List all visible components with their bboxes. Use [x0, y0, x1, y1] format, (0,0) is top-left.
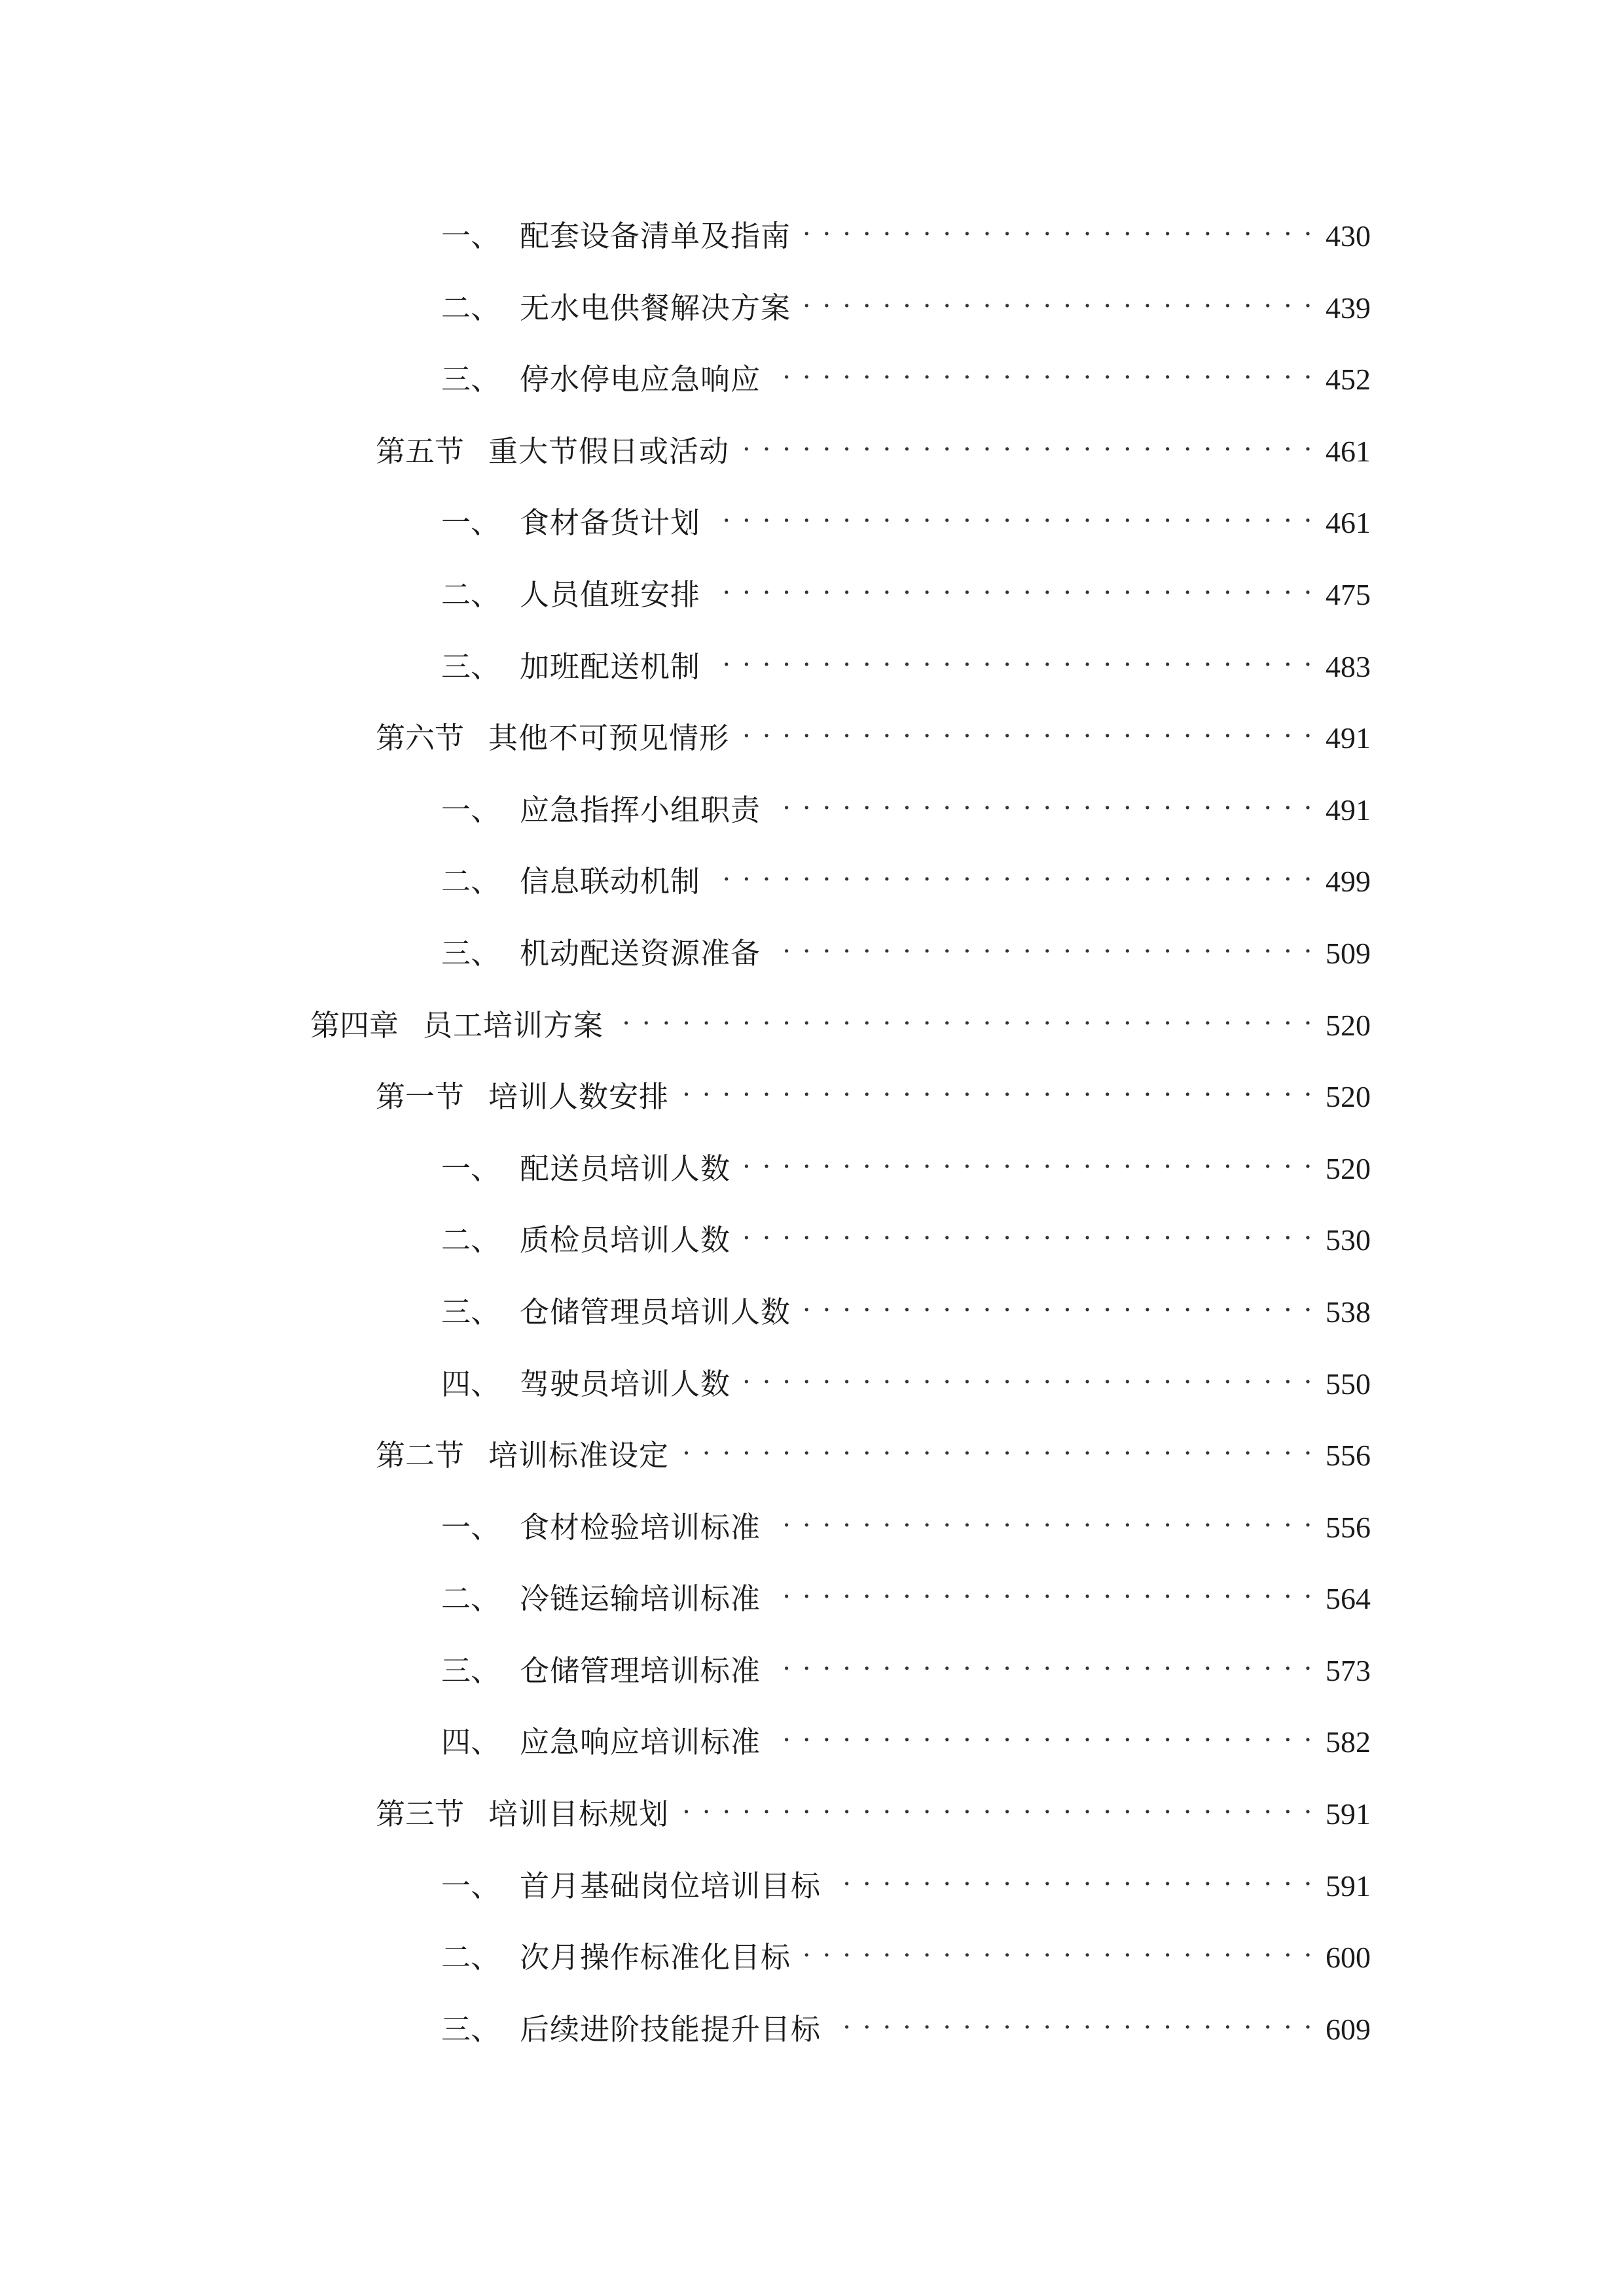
toc-dot-leader: [738, 709, 1314, 748]
toc-entry-title: 食材检验培训标准: [520, 1509, 761, 1545]
toc-entry-level-3[interactable]: [0, 1986, 1624, 2058]
toc-entry-number: 三、: [441, 649, 501, 684]
toc-entry-level-3[interactable]: [0, 1484, 1624, 1556]
toc-entry-page-number: 556: [1326, 1510, 1371, 1544]
toc-entry-number: 一、: [441, 792, 501, 827]
toc-entry-number: 一、: [441, 1868, 501, 1903]
toc-dot-leader: [678, 1426, 1314, 1465]
toc-entry-level-3[interactable]: [0, 1196, 1624, 1268]
toc-entry-line: [441, 852, 1371, 901]
toc-dot-leader: [678, 1067, 1314, 1107]
toc-entry-page-number: 600: [1326, 1941, 1371, 1975]
toc-entry-level-3[interactable]: [0, 192, 1624, 264]
toc-entry-level-3[interactable]: [0, 1268, 1624, 1340]
toc-entry-line: [441, 207, 1371, 256]
toc-entry-line: [376, 709, 1371, 758]
toc-entry-line: [441, 279, 1371, 328]
toc-entry-line: [441, 1713, 1371, 1762]
toc-dot-leader: [770, 924, 1314, 963]
toc-entry-level-3[interactable]: [0, 1842, 1624, 1914]
toc-entry-page-number: 550: [1326, 1367, 1371, 1401]
toc-entry-title: 其他不可预见情形: [488, 721, 730, 756]
toc-entry-page-number: 591: [1326, 1869, 1371, 1903]
toc-entry-line: [441, 565, 1371, 615]
toc-entry-line: [441, 1139, 1371, 1189]
toc-entry-level-3[interactable]: [0, 1340, 1624, 1412]
toc-entry-line: [441, 1211, 1371, 1260]
toc-entry-page-number: 491: [1326, 793, 1371, 827]
toc-dot-leader: [740, 1211, 1314, 1250]
toc-entry-number: 一、: [441, 1151, 501, 1186]
toc-entry-number: 二、: [441, 577, 501, 612]
toc-entry-level-3[interactable]: [0, 1555, 1624, 1627]
toc-entry-number: 一、: [441, 505, 501, 541]
toc-entry-title: 员工培训方案: [423, 1007, 604, 1043]
toc-entry-page-number: 591: [1326, 1797, 1371, 1831]
toc-entry-page-number: 499: [1326, 865, 1371, 899]
toc-entry-page-number: 530: [1326, 1223, 1371, 1257]
toc-entry-line: [441, 1928, 1371, 1977]
toc-entry-title: 信息联动机制: [520, 864, 701, 899]
toc-entry-page-number: 475: [1326, 577, 1371, 611]
toc-entry-title: 仓储管理培训标准: [520, 1653, 761, 1688]
toc-entry-number: 第一节: [376, 1079, 465, 1115]
toc-entry-page-number: 520: [1326, 1151, 1371, 1185]
toc-entry-line: [441, 924, 1371, 973]
toc-entry-page-number: 582: [1326, 1725, 1371, 1759]
toc-dot-leader: [830, 2000, 1314, 2039]
toc-entry-title: 培训目标规划: [488, 1797, 670, 1832]
toc-entry-line: [441, 1283, 1371, 1332]
toc-dot-leader: [800, 1928, 1314, 1967]
toc-entry-number: 二、: [441, 1223, 501, 1258]
toc-entry-level-3[interactable]: [0, 1627, 1624, 1699]
toc-entry-number: 二、: [441, 290, 501, 325]
toc-entry-number: 第四章: [310, 1007, 399, 1043]
toc-entry-page-number: 461: [1326, 434, 1371, 468]
toc-entry-number: 二、: [441, 1940, 501, 1975]
toc-entry-line: [376, 422, 1371, 471]
toc-entry-level-3[interactable]: [0, 766, 1624, 838]
toc-entry-level-3[interactable]: [0, 551, 1624, 623]
toc-entry-page-number: 520: [1326, 1080, 1371, 1114]
toc-entry-page-number: 439: [1326, 291, 1371, 325]
toc-entry-page-number: 430: [1326, 219, 1371, 253]
toc-entry-level-2[interactable]: [0, 1770, 1624, 1842]
toc-dot-leader: [710, 493, 1314, 533]
toc-dot-leader: [740, 1139, 1314, 1179]
toc-dot-leader: [770, 1498, 1314, 1537]
toc-entry-number: 三、: [441, 1653, 501, 1688]
toc-entry-title: 配送员培训人数: [520, 1151, 731, 1186]
toc-dot-leader: [710, 565, 1314, 605]
toc-entry-line: [376, 1426, 1371, 1475]
toc-entry-title: 培训人数安排: [488, 1079, 670, 1115]
toc-entry-page-number: 564: [1326, 1582, 1371, 1616]
toc-dot-leader: [800, 207, 1314, 246]
toc-entry-number: 一、: [441, 1509, 501, 1545]
toc-entry-title: 培训标准设定: [488, 1438, 670, 1473]
toc-dot-leader: [770, 350, 1314, 389]
toc-entry-line: [441, 1570, 1371, 1619]
toc-entry-line: [441, 781, 1371, 830]
toc-entry-level-2[interactable]: [0, 1053, 1624, 1125]
toc-entry-number: 第三节: [376, 1797, 465, 1832]
toc-entry-number: 三、: [441, 362, 501, 397]
toc-entry-title: 机动配送资源准备: [520, 935, 761, 971]
toc-dot-leader: [740, 1355, 1314, 1394]
toc-entry-line: [441, 637, 1371, 687]
toc-entry-number: 第五节: [376, 433, 465, 469]
toc-entry-number: 三、: [441, 1294, 501, 1329]
toc-entry-title: 后续进阶技能提升目标: [520, 2011, 821, 2047]
toc-entry-title: 仓储管理员培训人数: [520, 1294, 791, 1329]
toc-entry-level-3[interactable]: [0, 1914, 1624, 1986]
toc-entry-level-3[interactable]: [0, 838, 1624, 910]
toc-entry-title: 次月操作标准化目标: [520, 1940, 791, 1975]
toc-entry-title: 应急指挥小组职责: [520, 792, 761, 827]
toc-entry-level-3[interactable]: [0, 910, 1624, 982]
toc-dot-leader: [770, 1641, 1314, 1681]
toc-entry-line: [441, 1498, 1371, 1547]
toc-entry-title: 食材备货计划: [520, 505, 701, 541]
toc-entry-title: 质检员培训人数: [520, 1223, 731, 1258]
toc-entry-title: 加班配送机制: [520, 649, 701, 684]
toc-entry-page-number: 609: [1326, 2012, 1371, 2046]
toc-entry-level-3[interactable]: [0, 623, 1624, 695]
toc-entry-line: [441, 493, 1371, 543]
toc-dot-leader: [830, 1857, 1314, 1896]
toc-entry-page-number: 538: [1326, 1295, 1371, 1329]
toc-entry-title: 应急响应培训标准: [520, 1725, 761, 1760]
toc-entry-title: 人员值班安排: [520, 577, 701, 612]
toc-entry-title: 驾驶员培训人数: [520, 1366, 731, 1401]
toc-dot-leader: [710, 637, 1314, 677]
toc-entry-page-number: 509: [1326, 936, 1371, 970]
toc-entry-line: [441, 1641, 1371, 1691]
toc-dot-leader: [710, 852, 1314, 891]
toc-entry-number: 一、: [441, 219, 501, 253]
toc-entry-page-number: 556: [1326, 1439, 1371, 1473]
toc-entry-level-2[interactable]: [0, 694, 1624, 766]
toc-entry-line: [441, 350, 1371, 399]
toc-entry-title: 冷链运输培训标准: [520, 1581, 761, 1617]
toc-entry-number: 第六节: [376, 721, 465, 756]
toc-entry-line: [376, 1067, 1371, 1117]
toc-entry-title: 首月基础岗位培训目标: [520, 1868, 821, 1903]
toc-entry-number: 四、: [441, 1366, 501, 1401]
toc-entry-line: [376, 1785, 1371, 1834]
toc-entry-page-number: 491: [1326, 721, 1371, 755]
toc-dot-leader: [613, 996, 1314, 1035]
toc-entry-page-number: 483: [1326, 649, 1371, 683]
toc-entry-level-3[interactable]: [0, 264, 1624, 336]
toc-entry-number: 二、: [441, 864, 501, 899]
toc-entry-number: 第二节: [376, 1438, 465, 1473]
toc-entry-line: [441, 2000, 1371, 2049]
toc-entry-title: 配套设备清单及指南: [520, 219, 791, 253]
toc-entry-page-number: 461: [1326, 506, 1371, 540]
toc-entry-title: 停水停电应急响应: [520, 362, 761, 397]
toc-dot-leader: [678, 1785, 1314, 1824]
toc-entry-line: [441, 1355, 1371, 1404]
toc-entry-line: [310, 996, 1371, 1045]
toc-entry-number: 四、: [441, 1725, 501, 1760]
toc-entry-level-3[interactable]: [0, 1125, 1624, 1197]
toc-dot-leader: [770, 1713, 1314, 1752]
toc-entry-number: 三、: [441, 2011, 501, 2047]
table-of-contents: [0, 192, 1624, 2057]
toc-entry-level-3[interactable]: [0, 479, 1624, 551]
toc-entry-level-2[interactable]: [0, 1412, 1624, 1484]
toc-dot-leader: [800, 279, 1314, 318]
toc-entry-level-3[interactable]: [0, 336, 1624, 408]
toc-entry-page-number: 520: [1326, 1008, 1371, 1042]
toc-entry-level-2[interactable]: [0, 408, 1624, 480]
toc-entry-line: [441, 1857, 1371, 1906]
toc-entry-page-number: 452: [1326, 363, 1371, 397]
toc-dot-leader: [770, 781, 1314, 820]
toc-entry-title: 无水电供餐解决方案: [520, 290, 791, 325]
toc-entry-title: 重大节假日或活动: [488, 433, 730, 469]
toc-dot-leader: [770, 1570, 1314, 1609]
toc-dot-leader: [738, 422, 1314, 461]
toc-entry-number: 二、: [441, 1581, 501, 1617]
toc-entry-level-3[interactable]: [0, 1698, 1624, 1770]
toc-entry-number: 三、: [441, 935, 501, 971]
toc-entry-page-number: 573: [1326, 1653, 1371, 1687]
toc-dot-leader: [800, 1283, 1314, 1322]
toc-entry-level-1[interactable]: [0, 982, 1624, 1054]
